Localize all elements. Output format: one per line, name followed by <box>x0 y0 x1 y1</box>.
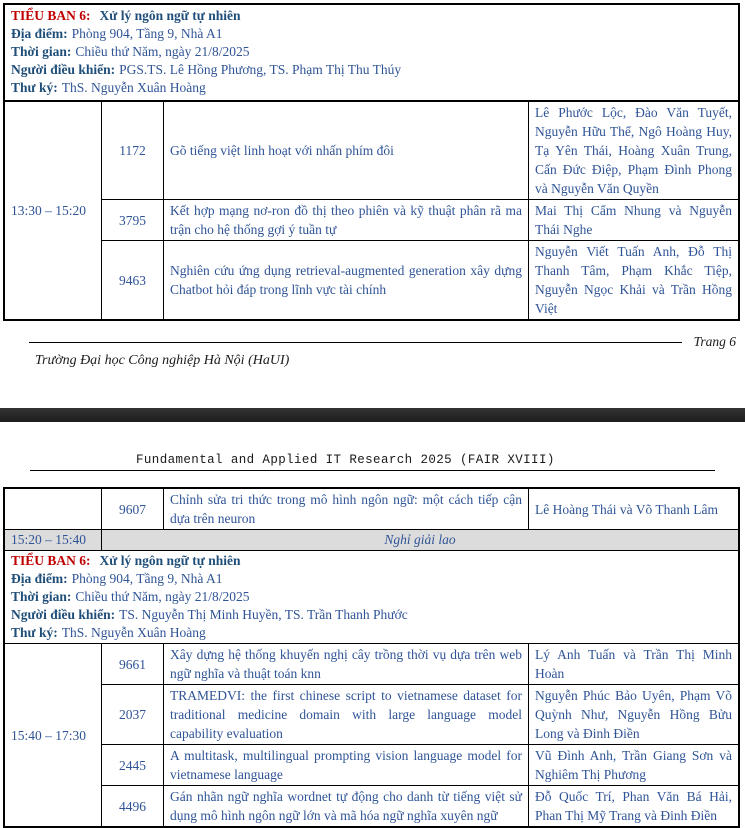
session-field-time <box>11 588 732 606</box>
paper-authors-cell: Nguyễn Viết Tuấn Anh, Đỗ Thị Thanh Tâm, Phạm Khắc Tiệp, Nguyễn Ngọc Khải và Trần Hồng Việt <box>529 241 740 321</box>
paper-authors-cell: Vũ Đình Anh, Trần Giang Sơn và Nghiêm Thị Phương <box>529 745 740 786</box>
table-row <box>4 745 739 786</box>
session-number-label: TIỂU BAN 6: <box>11 8 91 23</box>
paper-title-cell: Nghiên cứu ứng dụng retrieval-augmented generation xây dựng Chatbot hỏi đáp trong lĩnh vực tài chính <box>164 241 529 321</box>
paper-title-cell: Kết hợp mạng nơ-ron đồ thị theo phiên và kỹ thuật phân rã ma trận cho hệ thống gợi ý tuần tự <box>164 200 529 241</box>
field-value: ThS. Nguyễn Xuân Hoàng <box>61 80 206 95</box>
table-row <box>4 101 739 200</box>
break-row <box>4 530 739 551</box>
paper-authors-cell: Lý Anh Tuấn và Trần Thị Minh Hoàn <box>529 644 740 685</box>
field-label: Địa điểm: <box>11 26 68 41</box>
paper-id-cell: 2037 <box>102 685 164 745</box>
session-heading <box>11 7 732 25</box>
break-label-cell: Nghỉ giải lao <box>102 530 740 551</box>
page-footer-rule <box>29 334 736 350</box>
paper-id-cell: 1172 <box>102 101 164 200</box>
page-1 <box>3 3 740 369</box>
paper-authors-cell: Đỗ Quốc Trí, Phan Văn Bá Hải, Phan Thị Mỹ Trang và Đinh Điền <box>529 786 740 828</box>
session-header-row <box>4 551 739 644</box>
field-label: Thư ký: <box>11 625 58 640</box>
field-value: Phòng 904, Tầng 9, Nhà A1 <box>71 571 223 586</box>
paper-id-cell: 3795 <box>102 200 164 241</box>
session-field-secretary <box>11 624 732 642</box>
field-label: Người điều khiển: <box>11 607 116 622</box>
session-field-time <box>11 43 732 61</box>
schedule-table-2 <box>3 487 740 828</box>
paper-id-cell: 9607 <box>102 488 164 530</box>
table-row <box>4 685 739 745</box>
session-field-chairs <box>11 606 732 624</box>
session-field-chairs <box>11 61 732 79</box>
paper-title-cell: Chỉnh sửa tri thức trong mô hình ngôn ngữ: một cách tiếp cận dựa trên neuron <box>164 488 529 530</box>
paper-authors-cell: Lê Phước Lộc, Đào Văn Tuyết, Nguyễn Hữu Thể, Ngô Hoàng Huy, Tạ Yên Thái, Hoàng Xuân Trung, Cấn Đức Điệp, Phạm Đình Phong và Nguyễn Văn Quyền <box>529 101 740 200</box>
table-row <box>4 488 739 530</box>
paper-title-cell: Xây dựng hệ thống khuyến nghị cây trồng thời vụ dựa trên web ngữ nghĩa và thuật toán knn <box>164 644 529 685</box>
session-header-block-1 <box>3 3 740 102</box>
schedule-table-1 <box>3 100 740 321</box>
field-label: Người điều khiển: <box>11 62 116 77</box>
field-value: ThS. Nguyễn Xuân Hoàng <box>61 625 206 640</box>
paper-title-cell: A multitask, multilingual prompting vision language model for vietnamese language <box>164 745 529 786</box>
session-header-cell <box>4 551 739 644</box>
paper-authors-cell: Lê Hoàng Thái và Võ Thanh Lâm <box>529 488 740 530</box>
field-value: Phòng 904, Tầng 9, Nhà A1 <box>71 26 223 41</box>
field-value: PGS.TS. Lê Hồng Phương, TS. Phạm Thị Thu Thúy <box>119 62 402 77</box>
session-number-label: TIỂU BAN 6: <box>11 553 91 568</box>
page-number: Trang 6 <box>693 334 736 349</box>
session-field-secretary <box>11 79 732 97</box>
table-row <box>4 786 739 828</box>
field-value: Chiều thứ Năm, ngày 21/8/2025 <box>75 44 250 59</box>
page-separator-bar <box>0 408 745 422</box>
paper-id-cell: 9661 <box>102 644 164 685</box>
table-row <box>4 241 739 321</box>
session-field-location <box>11 25 732 43</box>
field-value: TS. Nguyễn Thị Minh Huyền, TS. Trần Thanh Phước <box>119 607 408 622</box>
field-label: Địa điểm: <box>11 571 68 586</box>
session-title: Xử lý ngôn ngữ tự nhiên <box>99 553 241 568</box>
paper-authors-cell: Nguyễn Phúc Bảo Uyên, Phạm Võ Quỳnh Như, Nguyễn Hồng Bửu Long và Đinh Điền <box>529 685 740 745</box>
paper-id-cell: 2445 <box>102 745 164 786</box>
table-row <box>4 644 739 685</box>
break-time-cell: 15:20 – 15:40 <box>4 530 102 551</box>
time-slot-cell-empty <box>4 488 102 530</box>
paper-id-cell: 4496 <box>102 786 164 828</box>
table-row <box>4 200 739 241</box>
footer-institution: Trường Đại học Công nghiệp Hà Nội (HaUI) <box>35 353 290 368</box>
time-slot-cell: 15:40 – 17:30 <box>4 644 102 828</box>
session-header-block-2 <box>11 552 732 642</box>
paper-title-cell: Gán nhãn ngữ nghĩa wordnet tự động cho danh từ tiếng việt sử dụng mô hình ngôn ngữ lớn và mã hóa ngữ nghĩa xuyên ngữ <box>164 786 529 828</box>
paper-authors-cell: Mai Thị Cẩm Nhung và Nguyễn Thái Nghe <box>529 200 740 241</box>
field-label: Thư ký: <box>11 80 58 95</box>
field-label: Thời gian: <box>11 44 72 59</box>
field-label: Thời gian: <box>11 589 72 604</box>
footer-divider <box>29 342 682 343</box>
paper-title-cell: Gõ tiếng việt linh hoạt với nhấn phím đôi <box>164 101 529 200</box>
time-slot-cell: 13:30 – 15:20 <box>4 101 102 320</box>
page-2 <box>0 453 745 828</box>
session-heading <box>11 552 732 570</box>
running-header: Fundamental and Applied IT Research 2025 (FAIR XVIII) <box>30 453 715 471</box>
paper-id-cell: 9463 <box>102 241 164 321</box>
session-field-location <box>11 570 732 588</box>
field-value: Chiều thứ Năm, ngày 21/8/2025 <box>75 589 250 604</box>
paper-title-cell: TRAMEDVI: the first chinese script to vietnamese dataset for traditional medicine domain with large language model capability evaluation <box>164 685 529 745</box>
session-title: Xử lý ngôn ngữ tự nhiên <box>99 8 241 23</box>
